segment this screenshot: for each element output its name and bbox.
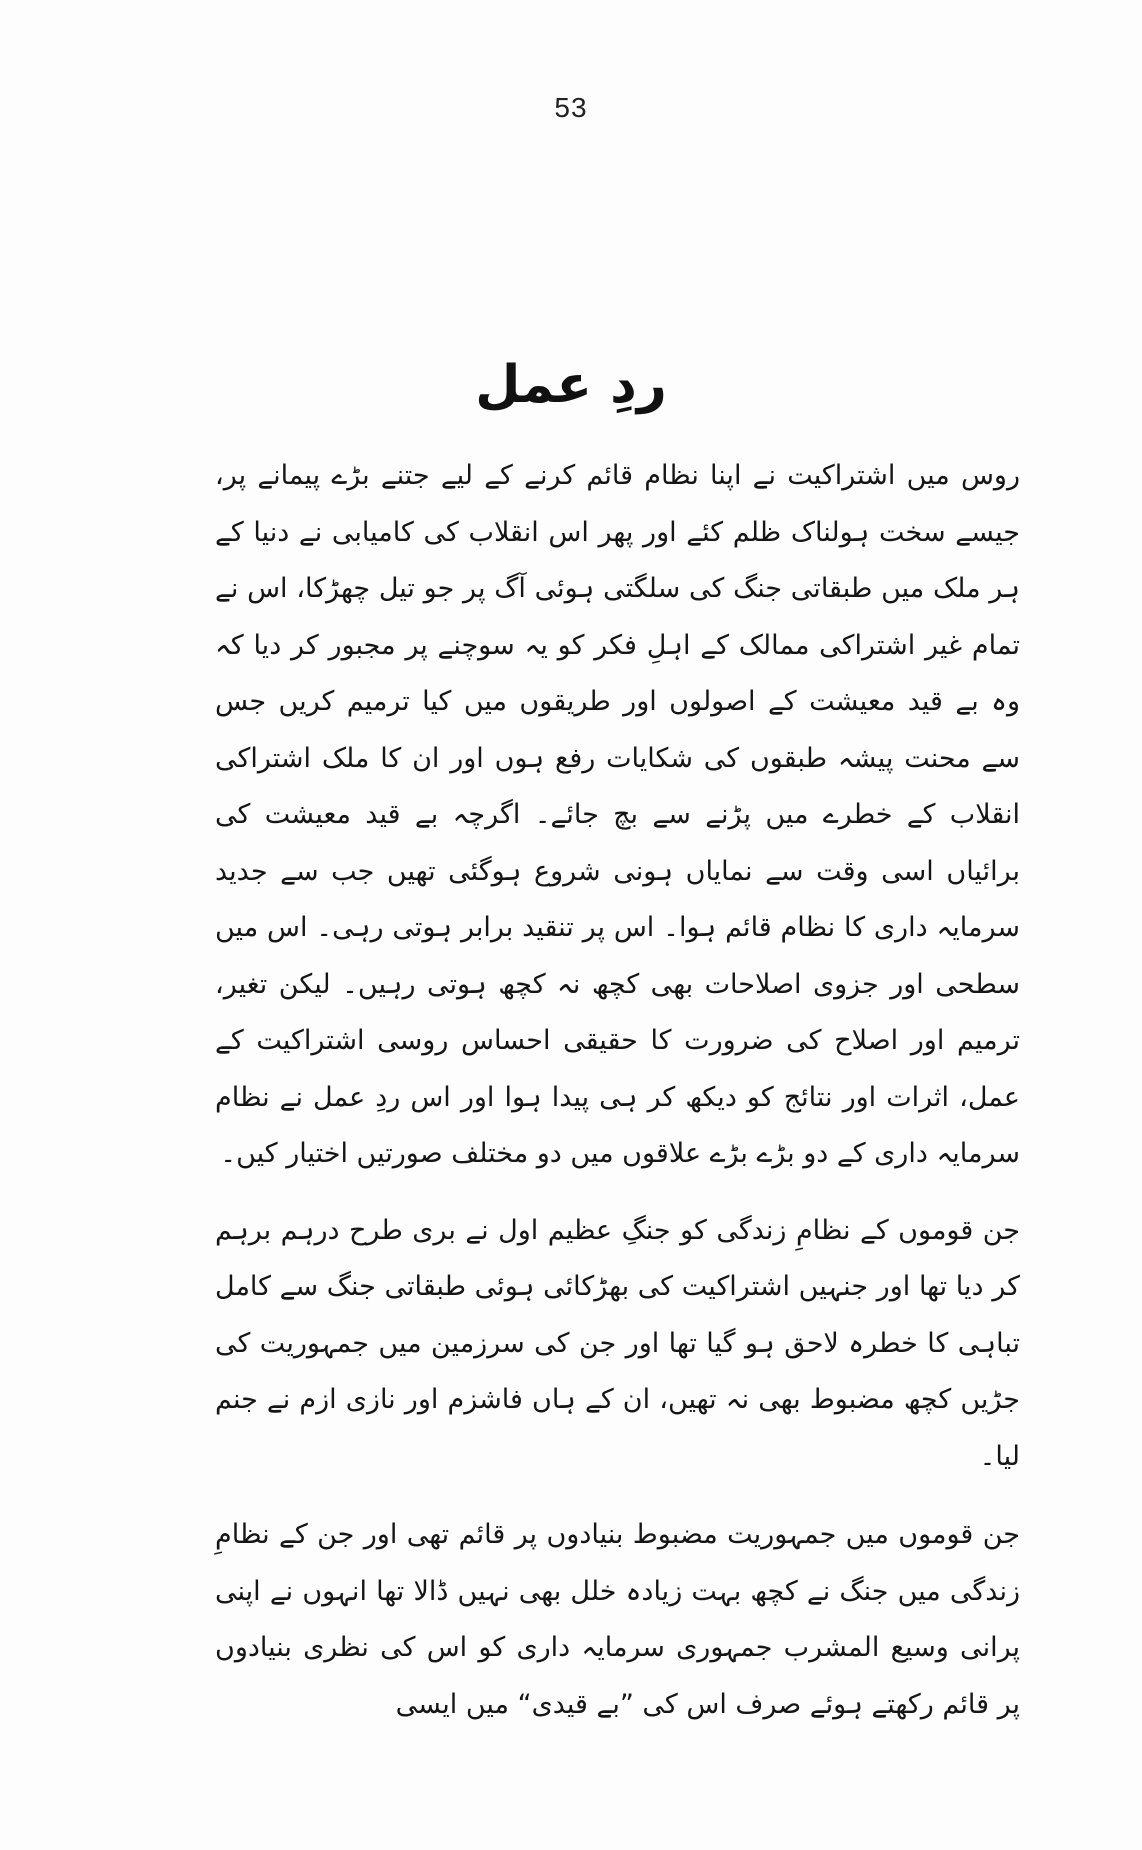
paragraph-1: روس میں اشتراکیت نے اپنا نظام قائم کرنے کے لیے جتنے بڑے پیمانے پر، جیسے سخت ہولناک ظلم کئے اور پھر اس انقلاب کی کامیابی نے دنیا کے ہر ملک میں طبقاتی جنگ کی سلگتی ہوئی آگ پر جو تیل چھڑکا، اس نے تمام غیر اشتراکی ممالک کے اہلِ فکر کو یہ سوچنے پر مجبور کر دیا کہ وہ بے قید معیشت کے اصولوں اور طریقوں میں کیا ترمیم کریں جس سے محنت پیشہ طبقوں کی شکایات رفع ہوں اور ان کا ملک اشتراکی انقلاب کے خطرے میں پڑنے سے بچ جائے۔ اگرچہ بے قید معیشت کی برائیاں اسی وقت سے نمایاں ہونی شروع ہوگئی تھیں جب سے جدید سرمایہ داری کا نظام قائم ہوا۔ اس پر تنقید برابر ہوتی رہی۔ اس میں سطحی اور جزوی اصلاحات بھی کچھ نہ کچھ ہوتی رہیں۔ لیکن تغیر، ترمیم اور اصلاح کی ضرورت کا حقیقی احساس روسی اشتراکیت کے عمل، اثرات اور نتائج کو دیکھ کر ہی پیدا ہوا اور اس ردِ عمل نے نظام سرمایہ داری کے دو بڑے بڑے علاقوں میں دو مختلف صورتیں اختیار کیں۔	[215, 460, 1020, 1169]
chapter-title: ردِ عمل	[475, 355, 667, 415]
page-number: 53	[554, 92, 588, 123]
paragraph-2: جن قوموں کے نظامِ زندگی کو جنگِ عظیم اول نے بری طرح درہم برہم کر دیا تھا اور جنہیں اشتراکیت کی بھڑکائی ہوئی طبقاتی جنگ سے کامل تباہی کا خطرہ لاحق ہو گیا تھا اور جن کی سرزمین میں جمہوریت کی جڑیں کچھ مضبوط بھی نہ تھیں، ان کے ہاں فاشزم اور نازی ازم نے جنم لیا۔	[215, 1214, 1020, 1472]
body-text	[215, 448, 1020, 1755]
paragraph-3: جن قوموں میں جمہوریت مضبوط بنیادوں پر قائم تھی اور جن کے نظامِ زندگی میں جنگ نے کچھ بہت زیادہ خلل بھی نہیں ڈالا تھا انہوں نے اپنی پرانی وسیع المشرب جمہوری سرمایہ داری کو اس کی نظری بنیادوں پر قائم رکھتے ہوئے صرف اس کی ”بے قیدی“ میں ایسی	[215, 1519, 1020, 1720]
